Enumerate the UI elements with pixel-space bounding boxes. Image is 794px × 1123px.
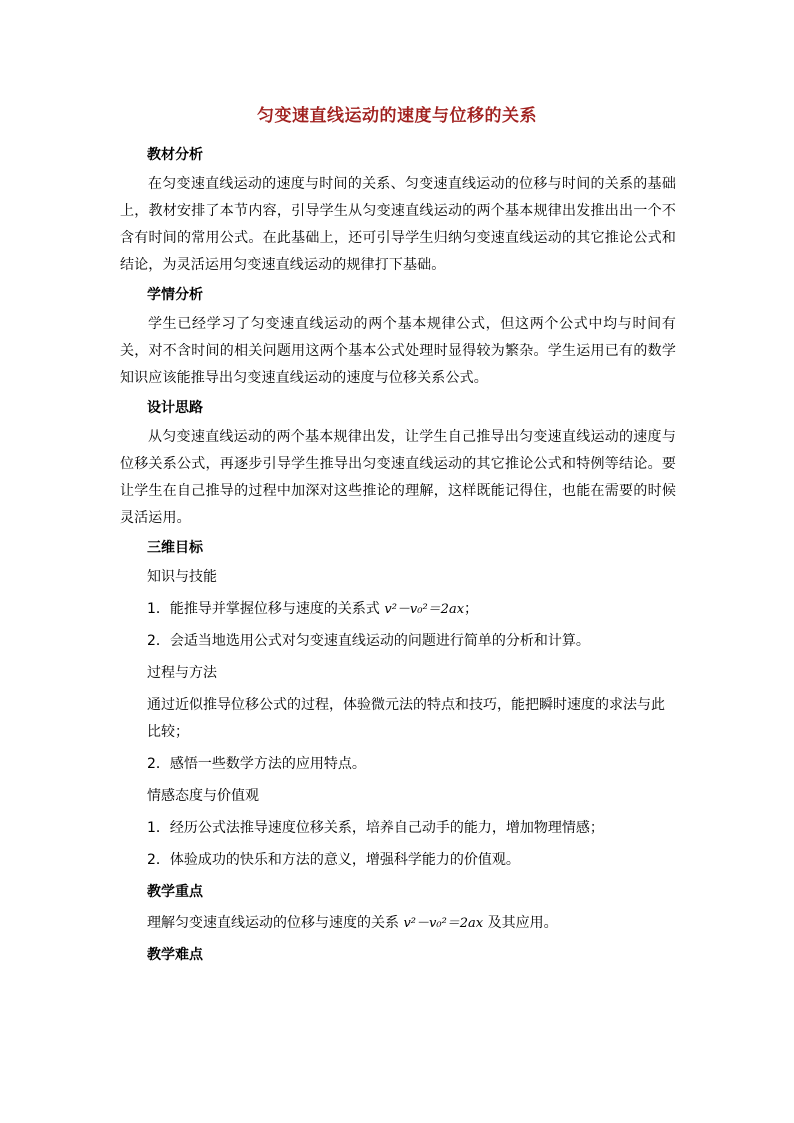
- goal-process-item-1: 通过近似推导位移公式的过程，体验微元法的特点和技巧，能把瞬时速度的求法与此比较；: [147, 697, 665, 740]
- subheading-emotion-values: 情感态度与价值观: [147, 788, 259, 804]
- heading-design-idea: 设计思路: [147, 400, 203, 416]
- subheading-knowledge-skills: 知识与技能: [147, 569, 217, 585]
- goal-emotion-item-2: 2．体验成功的快乐和方法的意义，增强科学能力的价值观。: [147, 852, 520, 868]
- document-body: [120, 142, 676, 968]
- document-title: 匀变速直线运动的速度与位移的关系: [257, 106, 537, 126]
- heading-student-analysis: 学情分析: [147, 287, 203, 303]
- heading-three-goals: 三维目标: [147, 540, 203, 556]
- paragraph-key-point: [120, 910, 676, 937]
- goal-knowledge-item-1-suffix: ；: [464, 601, 479, 617]
- subheading-process-method: 过程与方法: [147, 665, 217, 681]
- paragraph-student-analysis: 学生已经学习了匀变速直线运动的两个基本规律公式，但这两个公式中均与时间有关，对不含时间的相关问题用这两个基本公式处理时显得较为繁杂。学生运用已有的数学知识应该能推导出匀变速直线运动的速度与位移关系公式。: [120, 316, 676, 386]
- goal-knowledge-item-1-text: 1．能推导并掌握位移与速度的关系式: [147, 601, 385, 617]
- formula-velocity-displacement: v²－v₀²＝2ax: [384, 602, 465, 617]
- key-point-suffix: 及其应用。: [483, 915, 558, 931]
- heading-textbook-analysis: 教材分析: [147, 147, 203, 163]
- heading-difficulty: 教学难点: [147, 947, 203, 963]
- goal-knowledge-item-2: 2．会适当地选用公式对匀变速直线运动的问题进行简单的分析和计算。: [147, 633, 590, 649]
- key-point-text: 理解匀变速直线运动的位移与速度的关系: [147, 915, 404, 931]
- heading-key-point: 教学重点: [147, 884, 203, 900]
- paragraph-design-idea: 从匀变速直线运动的两个基本规律出发，让学生自己推导出匀变速直线运动的速度与位移关系公式，再逐步引导学生推导出匀变速直线运动的其它推论公式和特例等结论。要让学生在自己推导的过程中加深对这些推论的理解，这样既能记得住，也能在需要的时候灵活运用。: [120, 429, 676, 526]
- paragraph-textbook-analysis: 在匀变速直线运动的速度与时间的关系、匀变速直线运动的位移与时间的关系的基础上，教材安排了本节内容，引导学生从匀变速直线运动的两个基本规律出发推出出一个不含有时间的常用公式。在此基础上，还可引导学生归纳匀变速直线运动的其它推论公式和结论，为灵活运用匀变速直线运动的规律打下基础。: [120, 176, 676, 273]
- formula-key-point: v²－v₀²＝2ax: [403, 916, 484, 931]
- goal-emotion-item-1: 1．经历公式法推导速度位移关系，培养自己动手的能力，增加物理情感；: [147, 820, 604, 836]
- goal-knowledge-item-1: [120, 596, 676, 623]
- goal-process-item-2: 2．感悟一些数学方法的应用特点。: [147, 756, 366, 772]
